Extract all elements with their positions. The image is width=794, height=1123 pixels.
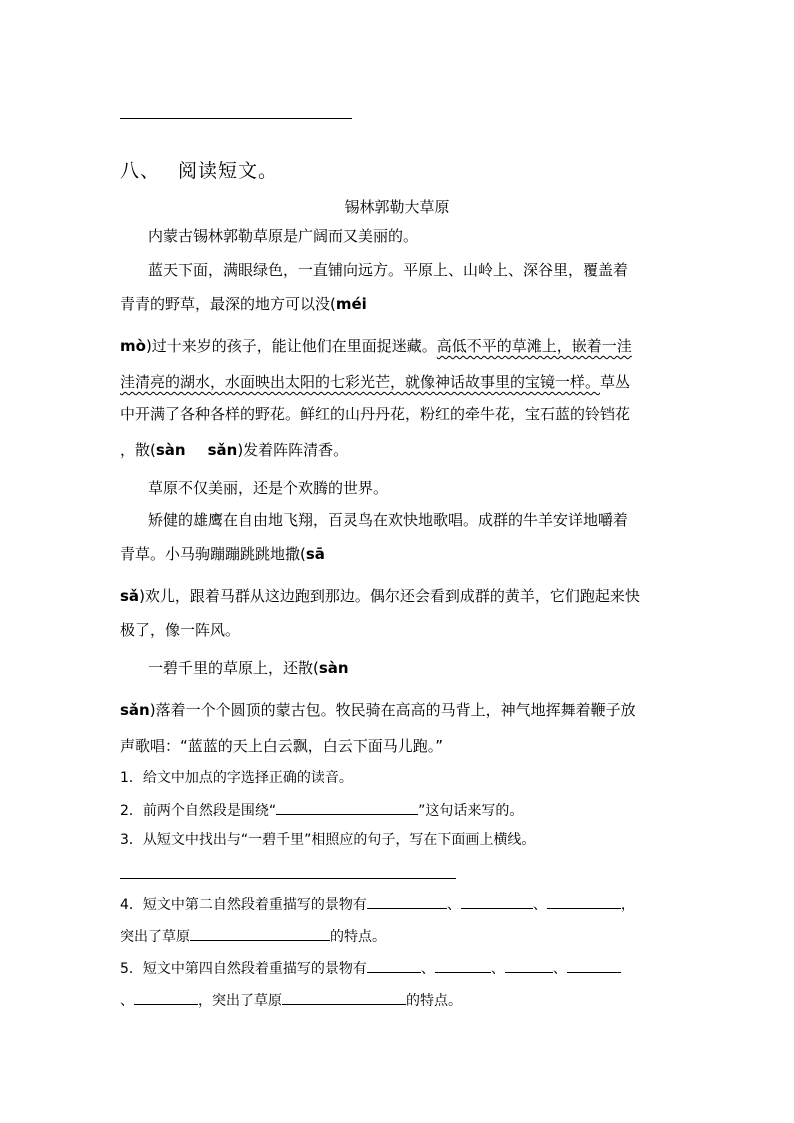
answer-blank[interactable] [547, 894, 621, 909]
question-5-text: 5．短文中第四自然段着重描写的景物有 [120, 961, 367, 977]
separator: 、 [420, 961, 435, 977]
section-title: 阅读短文。 [178, 160, 279, 182]
separator: 、 [532, 897, 547, 913]
separator: ， [620, 897, 635, 913]
answer-blank[interactable] [367, 958, 421, 973]
answer-blank[interactable] [435, 958, 491, 973]
paragraph-4-line-2 [120, 544, 325, 564]
p4-text: )欢儿，跟着马群从这边跑到那边。偶尔还会看到成群的黄羊，它们跑起来快 [139, 587, 640, 605]
paragraph-2-line-6 [120, 440, 348, 460]
pinyin-mei: méi [335, 295, 367, 313]
paragraph-2-line-3 [120, 336, 632, 356]
paragraph-2-line-4 [120, 372, 630, 392]
pinyin-sa-3: sǎ [120, 587, 140, 605]
paragraph-4-line-1: 矫健的雄鹰在自由地飞翔，百灵鸟在欢快地歌唱。成群的牛羊安详地嚼着 [148, 511, 629, 529]
top-answer-line [120, 118, 352, 119]
paragraph-3: 草原不仅美丽，还是个欢腾的世界。 [148, 479, 389, 497]
pinyin-san-3: sǎn [207, 441, 238, 459]
question-5-text: ，突出了草原 [198, 993, 282, 1009]
paragraph-2-line-2 [120, 294, 367, 314]
p5-text: 一碧千里的草原上，还散( [148, 659, 319, 677]
paragraph-5-line-2 [120, 700, 636, 720]
pinyin-mo: mò [120, 337, 146, 355]
paragraph-2-line-1: 蓝天下面，满眼绿色，一直铺向远方。平原上、山岭上、深谷里，覆盖着 [148, 261, 629, 279]
paragraph-5-line-1 [148, 658, 349, 678]
section-number: 八、 [120, 160, 161, 182]
question-4-text: 4．短文中第二自然段着重描写的景物有 [120, 897, 367, 913]
p4-text: 青草。小马驹蹦蹦跳跳地撒( [120, 545, 306, 563]
p2-text: 青青的野草，最深的地方可以没( [120, 295, 336, 313]
p2-text: ，散( [120, 441, 156, 459]
pinyin-sa-1: sā [305, 545, 325, 563]
answer-blank[interactable] [505, 958, 553, 973]
answer-blank[interactable] [190, 926, 330, 941]
question-2 [120, 800, 523, 821]
paragraph-4-line-3 [120, 586, 640, 606]
answer-blank[interactable] [567, 958, 621, 973]
p2-text: 草丛 [600, 373, 631, 391]
p5-text: )落着一个个圆顶的蒙古包。牧民骑在高高的马背上，神气地挥舞着鞭子放 [149, 701, 636, 719]
pinyin-san-4: sàn [318, 659, 349, 677]
paragraph-5-line-3: 声歌唱：“蓝蓝的天上白云飘，白云下面马儿跑。” [120, 737, 444, 755]
separator: 、 [446, 897, 461, 913]
question-2-text: ”这句话来写的。 [418, 803, 524, 819]
separator: 、 [552, 961, 567, 977]
question-2-text: 2．前两个自然段是围绕“ [120, 803, 277, 819]
question-5-text: 的特点。 [406, 993, 462, 1009]
answer-blank[interactable] [276, 800, 418, 815]
answer-line[interactable] [120, 878, 456, 879]
question-5-line-2 [120, 990, 462, 1011]
question-4-line-1 [120, 894, 635, 915]
question-5-line-1 [120, 958, 621, 979]
question-4-line-2 [120, 926, 386, 947]
paragraph-1: 内蒙古锡林郭勒草原是广阔而又美丽的。 [148, 227, 419, 245]
separator: 、 [120, 993, 134, 1009]
question-1: 1．给文中加点的字选择正确的读音。 [120, 770, 353, 786]
section-heading [120, 156, 278, 183]
question-3: 3．从短文中找出与“一碧千里”相照应的句子，写在下面画上横线。 [120, 832, 536, 848]
p2-text: )过十来岁的孩子，能让他们在里面捉迷藏。 [145, 337, 437, 355]
paragraph-4-line-4: 极了，像一阵风。 [120, 621, 241, 639]
paragraph-2-line-5: 中开满了各种各样的野花。鲜红的山丹丹花，粉红的牵牛花，宝石蓝的铃铛花 [120, 405, 631, 423]
passage-title: 锡林郭勒大草原 [344, 198, 450, 216]
separator: 、 [490, 961, 505, 977]
pinyin-san-4: sàn [155, 441, 186, 459]
question-4-text: 的特点。 [330, 929, 386, 945]
answer-blank[interactable] [367, 894, 447, 909]
question-4-text: 突出了草原 [120, 929, 190, 945]
answer-blank[interactable] [461, 894, 533, 909]
answer-blank[interactable] [282, 990, 406, 1005]
p2-text: )发着阵阵清香。 [237, 441, 349, 459]
pinyin-san-3: sǎn [120, 701, 150, 719]
wavy-underlined-sentence: 洼清亮的湖水，水面映出太阳的七彩光芒，就像神话故事里的宝镜一样。 [120, 373, 601, 391]
answer-blank[interactable] [134, 990, 198, 1005]
wavy-underlined-sentence: 高低不平的草滩上，嵌着一洼 [436, 337, 632, 355]
